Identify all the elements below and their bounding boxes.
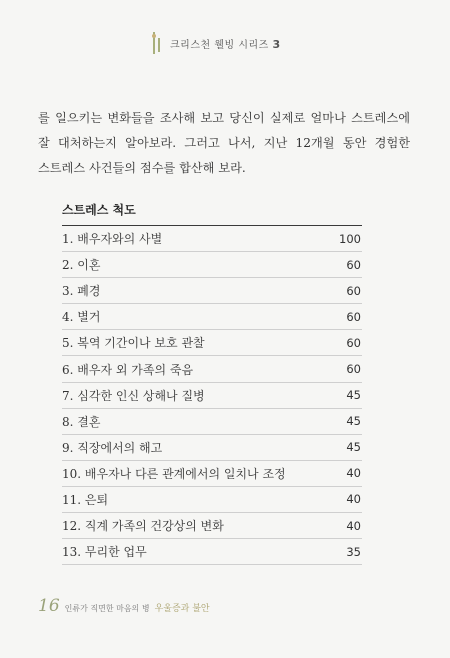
stress-item (62, 539, 362, 565)
stress-item-value: 40 (346, 518, 361, 533)
stress-item (62, 383, 362, 409)
stress-item (62, 461, 362, 487)
stress-item-label: 6. 배우자 외 가족의 죽음 (62, 362, 194, 377)
stress-item-value: 45 (346, 440, 361, 455)
stress-item (62, 278, 362, 304)
stress-item-label: 10. 배우자나 다른 관계에서의 일치나 조정 (62, 466, 286, 481)
stress-item-label: 9. 직장에서의 해고 (62, 440, 163, 455)
book-title-accent: 우울증과 불안 (154, 604, 210, 614)
stress-item (62, 330, 362, 356)
stress-item-label: 2. 이혼 (62, 258, 101, 273)
header-ornament-icon (150, 32, 164, 54)
stress-item-label: 12. 직계 가족의 건강상의 변화 (62, 519, 224, 534)
stress-item-value: 40 (346, 492, 361, 507)
stress-item-label: 13. 무리한 업무 (62, 545, 147, 560)
stress-item-label: 7. 심각한 인신 상해나 질병 (62, 388, 205, 403)
page-number: 16 (38, 596, 60, 616)
stress-item-label: 3. 폐경 (62, 284, 101, 299)
stress-scale-list (62, 226, 362, 565)
stress-item-label: 1. 배우자와의 사별 (62, 232, 163, 247)
stress-item (62, 304, 362, 330)
intro-paragraph: 를 일으키는 변화들을 조사해 보고 당신이 실제로 얼마나 스트레스에 잘 대처하는지 알아보라. 그러고 나서, 지난 12개월 동안 경험한 스트레스 사건들의 점수를 합산해 보라. (38, 111, 410, 176)
stress-item-label: 11. 은퇴 (62, 492, 109, 507)
stress-item-value: 60 (346, 257, 361, 272)
stress-item (62, 487, 362, 513)
stress-item-value: 35 (346, 544, 361, 559)
stress-item-value: 60 (346, 362, 361, 377)
stress-item-value: 45 (346, 388, 361, 403)
stress-item-label: 4. 별거 (62, 310, 101, 325)
stress-item (62, 356, 362, 382)
stress-item-label: 5. 복역 기간이나 보호 관찰 (62, 336, 205, 351)
series-title: 크리스천 웰빙 시리즈 3 (170, 37, 281, 51)
stress-item (62, 513, 362, 539)
stress-item (62, 226, 362, 252)
stress-item (62, 409, 362, 435)
stress-scale-title: 스트레스 척도 (62, 201, 362, 226)
book-title: 인류가 직면한 마음의 병 (64, 604, 150, 613)
series-number: 3 (272, 37, 281, 51)
running-header (150, 32, 281, 54)
stress-item-value: 60 (346, 309, 361, 324)
stress-item-value: 40 (346, 466, 361, 481)
stress-item-label: 8. 결혼 (62, 414, 101, 429)
stress-item-value: 60 (346, 335, 361, 350)
stress-item (62, 252, 362, 278)
stress-item-value: 100 (339, 231, 361, 246)
stress-item (62, 435, 362, 461)
stress-item-value: 60 (346, 283, 361, 298)
stress-scale-table (62, 201, 362, 565)
stress-item-value: 45 (346, 414, 361, 429)
page-footer (38, 596, 210, 616)
